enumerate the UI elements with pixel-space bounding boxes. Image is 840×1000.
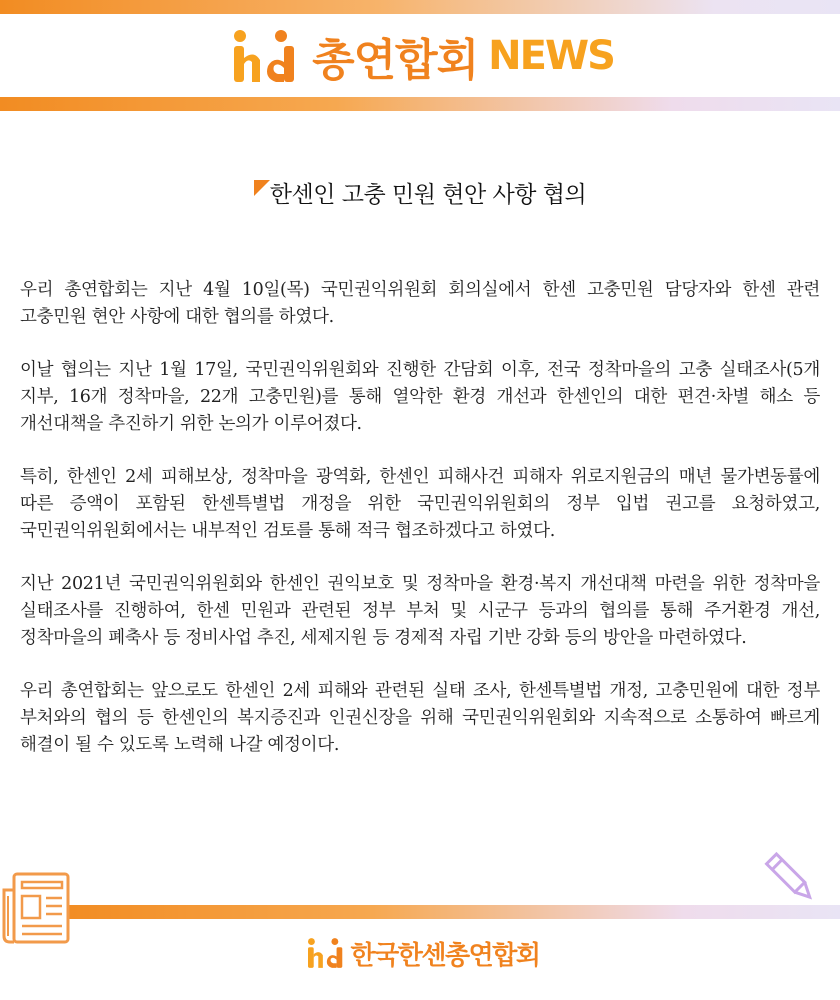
pencil-icon bbox=[762, 848, 822, 908]
article-paragraph-2: 이날 협의는 지난 1월 17일, 국민권익위원회와 진행한 간담회 이후, 전국 정착마을의 고충 실태조사(5개 지부, 16개 정착마을, 22개 고충민원)를 통해 열악한 환경 개선과 한센인의 대한 편견·차별 해소 등 개선대책을 추진하기 위한 논의가 이루어졌다. bbox=[20, 360, 820, 434]
masthead-title: 총연합회 bbox=[312, 34, 479, 86]
article-title-block bbox=[254, 176, 586, 209]
article-paragraph-4: 지난 2021년 국민권익위원회와 한센인 권익보호 및 정착마을 환경·복지 개선대책 마련을 위한 정착마을 실태조사를 진행하여, 한센 민원과 관련된 정부 부처 및 시군구 등과의 협의를 통해 주거환경 개선, 정착마을의 폐축사 등 정비사업 추진, 세제지원 등 경제적 자립 기반 강화 등의 방안을 마련하였다. bbox=[20, 574, 820, 648]
article-title-container bbox=[0, 176, 840, 209]
header-top-gradient-bar bbox=[0, 0, 840, 14]
header-bottom-gradient-bar bbox=[0, 97, 840, 111]
footer-logo bbox=[0, 933, 840, 973]
article-body bbox=[20, 277, 820, 785]
article-paragraph-5: 우리 총연합회는 앞으로도 한센인 2세 피해와 관련된 실태 조사, 한센특별법 개정, 고충민원에 대한 정부 부처와의 협의 등 한센인의 복지증진과 인권신장을 위해 국민권익위원회와 지속적으로 소통하여 빠르게 해결이 될 수 있도록 노력해 나갈 예정이다. bbox=[20, 681, 820, 755]
masthead-news-label: NEWS bbox=[488, 32, 614, 79]
article-title: 한센인 고충 민원 현안 사항 협의 bbox=[269, 182, 587, 208]
hd-logo-icon bbox=[301, 937, 347, 969]
footer-gradient-bar bbox=[60, 905, 840, 919]
footer-organization-name: 한국한센총연합회 bbox=[350, 940, 540, 971]
masthead bbox=[0, 14, 840, 97]
article-paragraph-1: 우리 총연합회는 지난 4월 10일(목) 국민권익위원회 회의실에서 한센 고충민원 담당자와 한센 관련 고충민원 현안 사항에 대한 협의를 하였다. bbox=[20, 280, 820, 327]
article-paragraph-3: 특히, 한센인 2세 피해보상, 정착마을 광역화, 한센인 피해사건 피해자 위로지원금의 매년 물가변동률에 따른 증액이 포함된 한센특별법 개정을 위한 국민권익위원회의 정부 입법 권고를 요청하였고, 국민권익위원회에서는 내부적인 검토를 통해 적극 협조하겠다고 하였다. bbox=[20, 467, 820, 541]
hd-logo-icon bbox=[226, 28, 298, 84]
corner-triangle-icon bbox=[254, 180, 270, 196]
